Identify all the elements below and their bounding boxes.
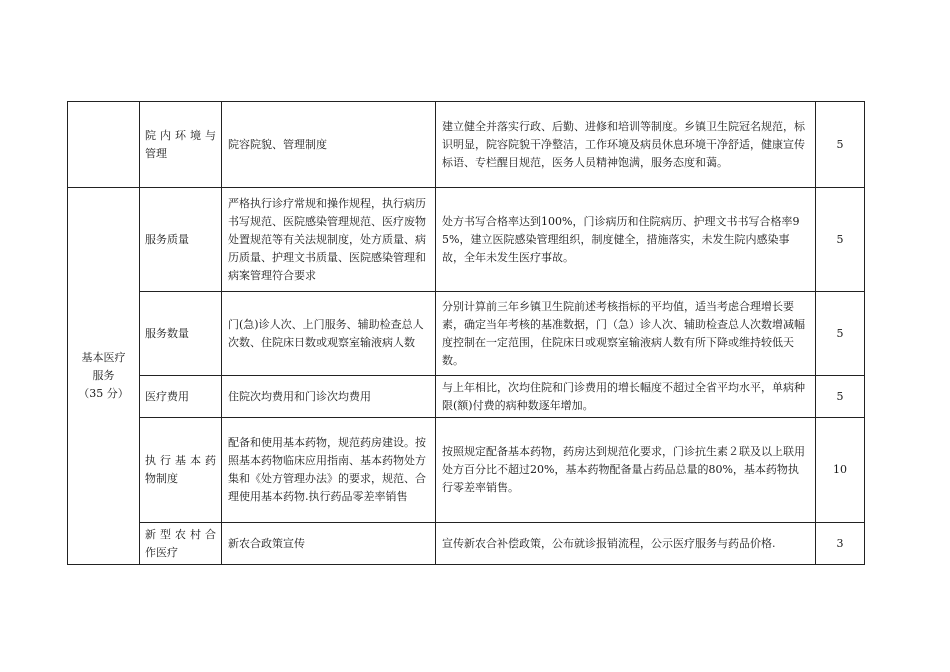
table-row [68,188,865,292]
item-line: 物制度 [145,472,178,485]
table-row [68,292,865,376]
standard-cell: 与上年相比，次均住院和门诊费用的增长幅度不超过全省平均水平，单病种限(额)付费的病种数逐年增加。 [436,376,816,418]
item-line: 院内环境与 [145,128,216,142]
score-cell: 5 [816,292,865,376]
content-cell: 配备和使用基本药物，规范药房建设。按照基本药物临床应用指南、基本药物处方集和《处方管理办法》的要求，规范、合理使用基本药物.执行药品零差率销售 [222,418,436,523]
content-cell: 新农合政策宣传 [222,523,436,565]
category-line: 服务 [92,369,115,382]
content-cell: 院容院貌、管理制度 [222,102,436,188]
category-cell-empty [68,102,140,188]
item-line: 服务数量 [145,326,189,340]
table-row [68,418,865,523]
item-cell [140,523,222,565]
item-line: 执行基本药 [145,454,216,467]
table-row [68,376,865,418]
item-cell [140,418,222,523]
score-cell: 10 [816,418,865,523]
content-cell: 门(急)诊人次、上门服务、辅助检查总人次数、住院床日数或观察室输液病人数 [222,292,436,376]
table-row [68,102,865,188]
item-line: 新型农村合 [145,527,216,541]
standard-cell: 按照规定配备基本药物，药房达到规范化要求，门诊抗生素２联及以上联用处方百分比不超过20%，基本药物配备量占药品总量的80%，基本药物执行零差率销售。 [436,418,816,523]
score-cell: 5 [816,188,865,292]
table-row [68,523,865,565]
category-cell [68,188,140,565]
score-cell: 5 [816,376,865,418]
item-line: 医疗费用 [145,389,189,403]
standard-cell: 建立健全并落实行政、后勤、进修和培训等制度。乡镇卫生院冠名规范，标识明显，院容院貌干净整洁，工作环境及病员休息环境干净舒适，健康宣传标语、专栏醒目规范，医务人员精神饱满，服务态度和蔼。 [436,102,816,188]
item-cell [140,292,222,376]
standard-cell: 宣传新农合补偿政策，公布就诊报销流程，公示医疗服务与药品价格. [436,523,816,565]
category-line: （35 分） [78,387,129,400]
item-line: 作医疗 [145,545,178,559]
item-cell [140,102,222,188]
item-line: 服务质量 [145,232,189,246]
category-line: 基本医疗 [81,351,126,364]
item-line: 管理 [145,146,167,160]
item-cell [140,188,222,292]
score-cell: 5 [816,102,865,188]
score-cell: 3 [816,523,865,565]
standard-cell: 分别计算前三年乡镇卫生院前述考核指标的平均值，适当考虑合理增长要素，确定当年考核的基准数据，门（急）诊人次、辅助检查总人次数增减幅度控制在一定范围，住院床日或观察室输液病人数有所下降或维持较低天数。 [436,292,816,376]
standard-cell: 处方书写合格率达到100%，门诊病历和住院病历、护理文书书写合格率95%，建立医院感染管理组织，制度健全，措施落实，未发生院内感染事故，全年未发生医疗事故。 [436,188,816,292]
content-cell: 住院次均费用和门诊次均费用 [222,376,436,418]
assessment-table [67,101,865,565]
item-cell [140,376,222,418]
content-cell: 严格执行诊疗常规和操作规程，执行病历书写规范、医院感染管理规范、医疗废物处置规范等有关法规制度，处方质量、病历质量、护理文书质量、医院感染管理和病案管理符合要求 [222,188,436,292]
